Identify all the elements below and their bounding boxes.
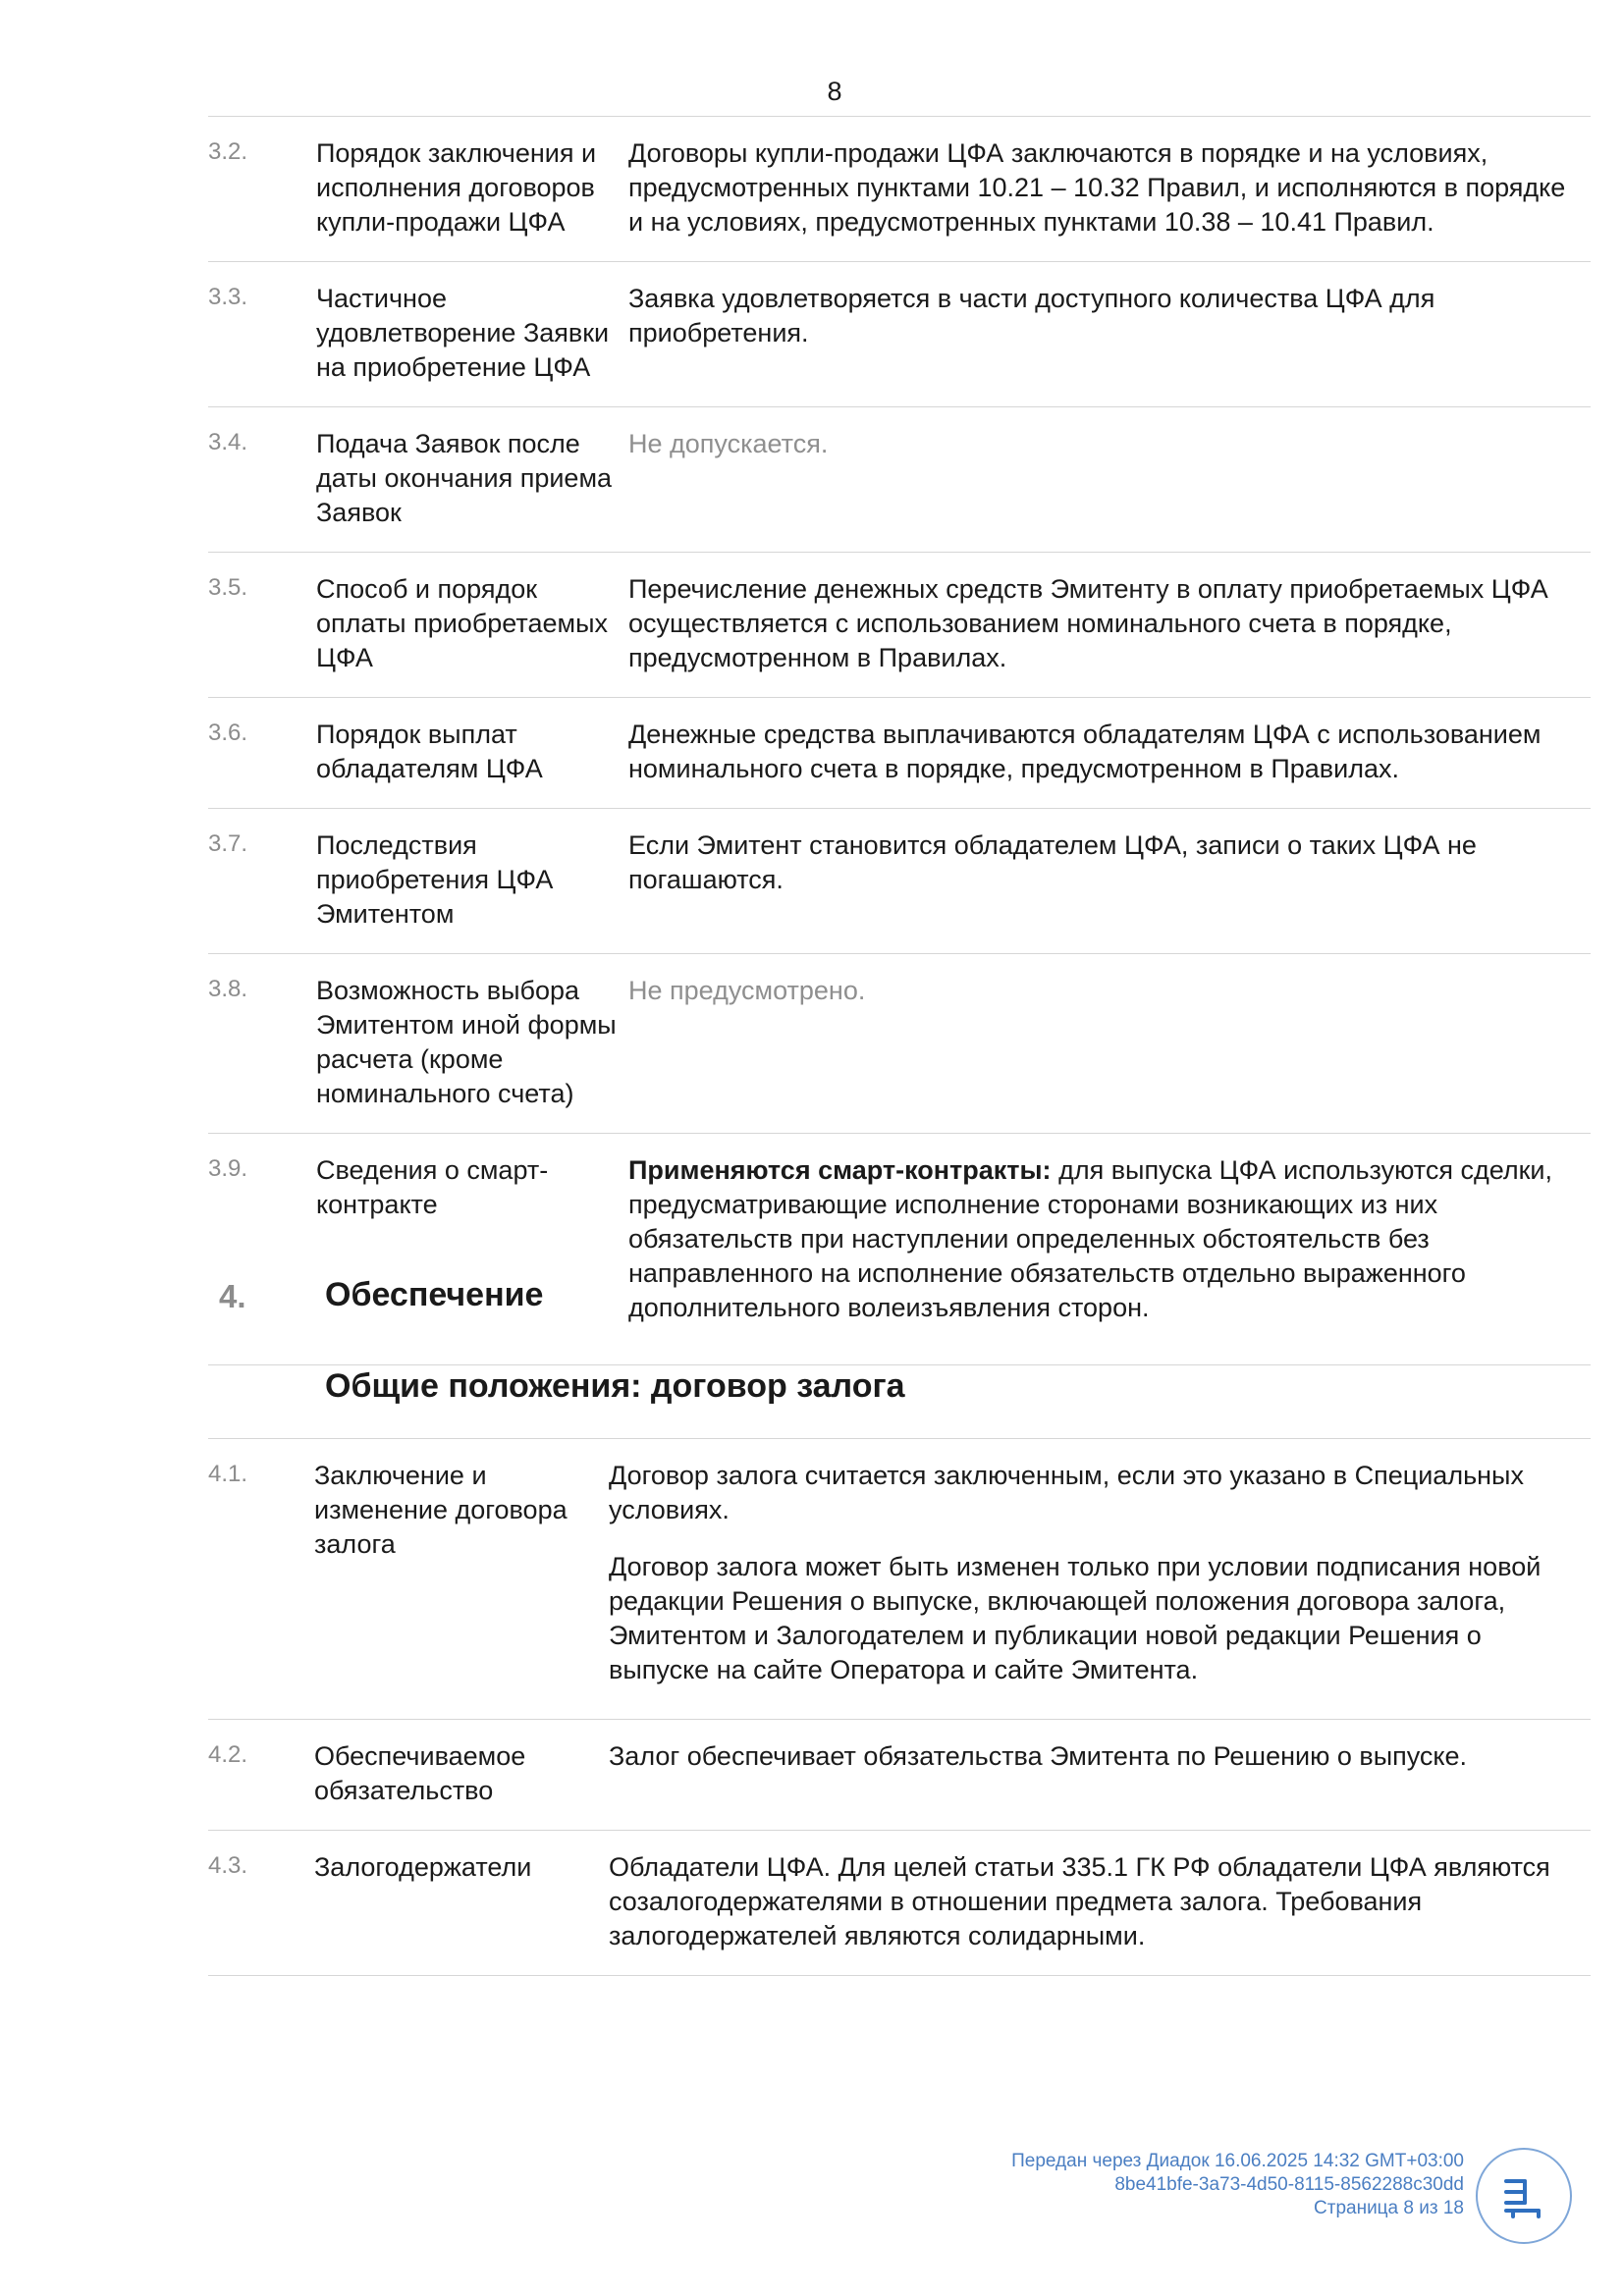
smart-contract-text: для выпуска ЦФА используются сделки, предусматривающие исполнение сторонами возникающих из них обязательств при наступлении определенных обстоятельств без направленного на исполнение обязательств отдельно выраженного дополнительного волеизъявления сторон. <box>628 1155 1552 1322</box>
row-description: Договоры купли-продажи ЦФА заключаются в порядке и на условиях, предусмотренных пунктами 10.21 – 10.32 Правил, и исполняются в порядке и на условиях, предусмотренных пунктами 10.38 – 10.41 Правил. <box>628 138 1566 237</box>
table-row <box>208 261 1591 406</box>
row-label: Частичное удовлетворение Заявки на приобретение ЦФА <box>316 284 610 382</box>
table-row <box>208 1438 1591 1719</box>
description-paragraph: Договор залога считается заключенным, если это указано в Специальных условиях. <box>609 1461 1524 1524</box>
table-row <box>208 697 1591 808</box>
row-description <box>628 1153 1591 1325</box>
row-description: Заявка удовлетворяется в части доступного количества ЦФА для приобретения. <box>628 284 1435 347</box>
section-title: Обеспечение <box>325 1276 544 1313</box>
row-number: 3.3. <box>208 284 248 310</box>
table-row <box>208 552 1591 697</box>
table-row <box>208 953 1591 1133</box>
row-label: Сведения о смарт-контракте <box>316 1155 549 1219</box>
section-number: 4. <box>219 1278 246 1314</box>
row-number: 3.7. <box>208 830 248 857</box>
row-number: 4.3. <box>208 1852 248 1879</box>
description-paragraph: Договор залога может быть изменен только при условии подписания новой редакции Решения о выпуске, включающей положения договора залога, Эмитентом и Залогодателем и публикации новой редакции Решения о выпуске на сайте Оператора и сайте Эмитента. <box>609 1552 1542 1684</box>
row-label: Возможность выбора Эмитентом иной формы расчета (кроме номинального счета) <box>316 976 617 1108</box>
row-description: Если Эмитент становится обладателем ЦФА, записи о таких ЦФА не погашаются. <box>628 830 1477 894</box>
table-row <box>208 116 1591 261</box>
table-row <box>208 406 1591 552</box>
row-description: Перечисление денежных средств Эмитенту в оплату приобретаемых ЦФА осуществляется с использованием номинального счета в порядке, предусмотренном в Правилах. <box>628 574 1548 672</box>
row-number: 3.2. <box>208 138 248 165</box>
table-row <box>208 1830 1591 1976</box>
row-label: Способ и порядок оплаты приобретаемых ЦФА <box>316 574 608 672</box>
diadoc-logo-icon <box>1476 2148 1572 2244</box>
smart-contract-lead: Применяются смарт-контракты: <box>628 1155 1052 1185</box>
row-number: 3.6. <box>208 720 248 746</box>
stamp-transfer-line: Передан через Диадок 16.06.2025 14:32 GMT+03:00 <box>1011 2151 1464 2171</box>
stamp-page-count: Страница 8 из 18 <box>1314 2198 1464 2218</box>
row-label: Обеспечиваемое обязательство <box>314 1741 526 1805</box>
row-label: Залогодержатели <box>314 1852 532 1882</box>
row-number: 4.2. <box>208 1741 248 1768</box>
diadoc-stamp <box>1011 2150 1464 2220</box>
row-number: 3.5. <box>208 574 248 601</box>
row-description: Денежные средства выплачиваются обладателям ЦФА с использованием номинального счета в порядке, предусмотренном в Правилах. <box>628 720 1542 783</box>
row-number: 4.1. <box>208 1461 248 1487</box>
stamp-document-id: 8be41bfe-3a73-4d50-8115-8562288c30dd <box>1114 2174 1464 2195</box>
table-row <box>208 808 1591 953</box>
row-number: 3.9. <box>208 1155 248 1182</box>
row-description: Залог обеспечивает обязательства Эмитента по Решению о выпуске. <box>609 1741 1468 1771</box>
row-label: Порядок заключения и исполнения договоров купли-продажи ЦФА <box>316 138 597 237</box>
row-number: 3.8. <box>208 976 248 1002</box>
row-description <box>609 1459 1591 1687</box>
page-number: 8 <box>827 77 842 106</box>
row-label: Подача Заявок после даты окончания приема Заявок <box>316 429 613 527</box>
row-label: Порядок выплат обладателям ЦФА <box>316 720 543 783</box>
row-number: 3.4. <box>208 429 248 455</box>
conditions-table <box>208 116 1591 1365</box>
row-label: Последствия приобретения ЦФА Эмитентом <box>316 830 554 929</box>
table-row <box>208 1719 1591 1830</box>
pledge-table <box>208 1438 1591 1976</box>
subsection-title: Общие положения: договор залога <box>325 1367 905 1405</box>
row-description: Не допускается. <box>628 429 829 458</box>
table-row <box>208 1133 1591 1365</box>
row-label: Заключение и изменение договора залога <box>314 1461 568 1559</box>
row-description: Обладатели ЦФА. Для целей статьи 335.1 ГК РФ обладатели ЦФА являются созалогодержателями в отношении предмета залога. Требования залогодержателей являются солидарными. <box>609 1852 1550 1950</box>
row-description: Не предусмотрено. <box>628 976 866 1005</box>
